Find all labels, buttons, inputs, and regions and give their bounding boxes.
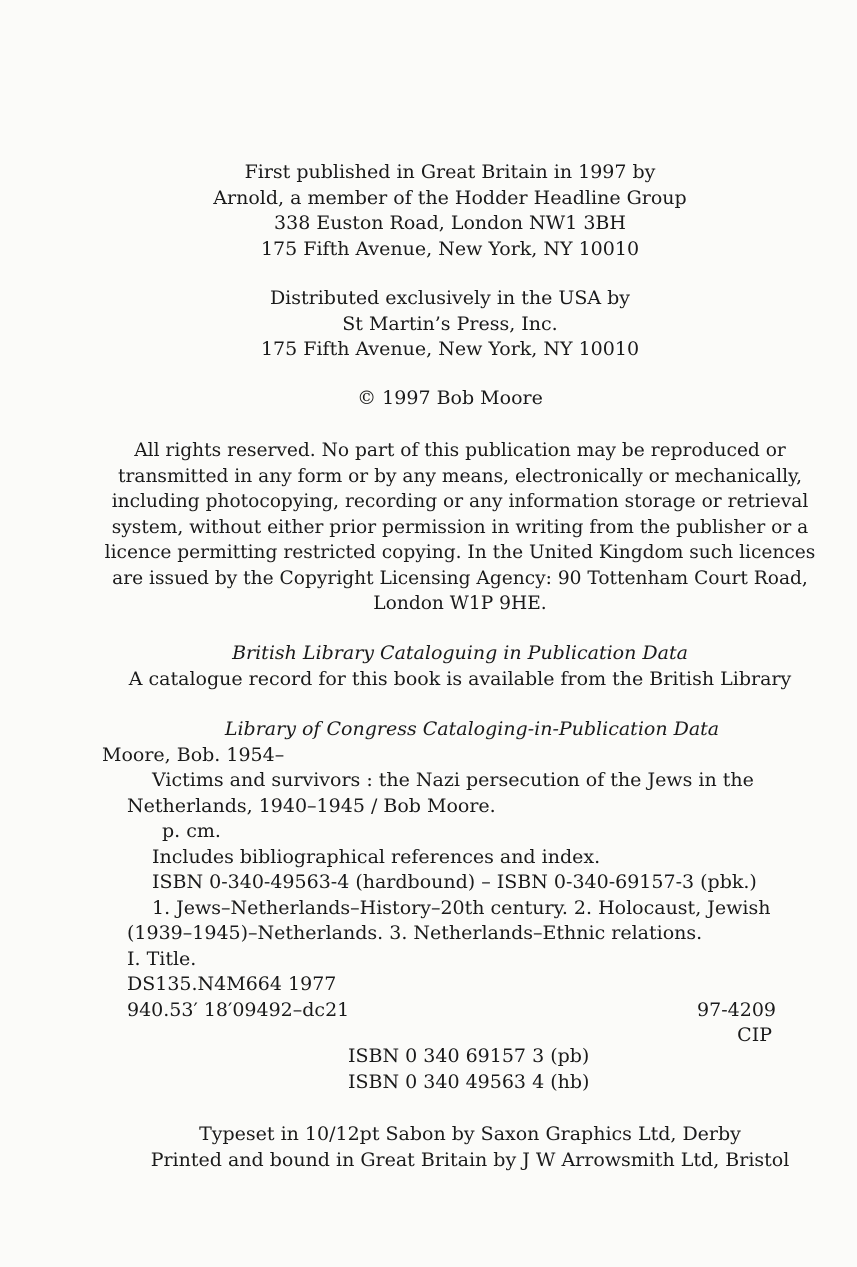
rights-line: All rights reserved. No part of this publication may be reproduced or [134,440,786,461]
british-library-block [90,641,830,692]
loc-lccn: 97-4209 [697,998,776,1021]
copyright-line: © 1997 Bob Moore [357,387,543,409]
rights-block [90,438,830,617]
publisher-line: Arnold, a member of the Hodder Headline Group [213,186,687,209]
loc-subjects-line: (1939–1945)–Netherlands. 3. Netherlands–Ethnic relations. [127,922,703,944]
rights-line: transmitted in any form or by any means, electronically or mechanically, [118,465,802,487]
loc-pages: p. cm. [162,820,221,842]
isbn-line: ISBN 0 340 69157 3 (pb) [348,1045,590,1067]
loc-subjects-line: 1. Jews–Netherlands–History–20th century. 2. Holocaust, Jewish [152,896,771,919]
loc-title-line: Victims and survivors : the Nazi persecution of the Jews in the [152,769,754,791]
loc-call-number: DS135.N4M664 1977 [127,973,337,995]
british-library-text: A catalogue record for this book is available from the British Library [128,667,792,690]
rights-line: licence permitting restricted copying. In the United Kingdom such licences [104,542,816,563]
british-library-heading: British Library Cataloguing in Publication Data [232,642,688,664]
rights-line: including photocopying, recording or any information storage or retrieval [111,491,809,512]
printing-block [90,1122,850,1173]
distributor-line: St Martin’s Press, Inc. [342,312,558,335]
isbn-block [348,1044,748,1095]
rights-line: London W1P 9HE. [373,593,547,614]
publisher-line: 338 Euston Road, London NW1 3BH [274,212,626,234]
copyright-notice [100,386,800,412]
printing-line: Printed and bound in Great Britain by J W Arrowsmith Ltd, Bristol [150,1148,790,1171]
loc-heading: Library of Congress Cataloging-in-Publication Data [224,718,720,740]
publisher-block [100,160,800,262]
loc-cip: CIP [737,1024,772,1046]
loc-dewey: 940.53′ 18′09492–dc21 [127,998,350,1021]
publisher-line: 175 Fifth Avenue, New York, NY 10010 [260,237,640,260]
loc-includes: Includes bibliographical references and index. [152,845,601,868]
loc-block [102,717,802,1049]
loc-title-line: Netherlands, 1940–1945 / Bob Moore. [127,794,496,817]
distributor-line: 175 Fifth Avenue, New York, NY 10010 [260,338,640,360]
distributor-line: Distributed exclusively in the USA by [269,287,631,309]
isbn-line: ISBN 0 340 49563 4 (hb) [348,1070,590,1093]
publisher-line: First published in Great Britain in 1997 by [244,161,656,183]
loc-dewey-row [102,998,802,1024]
rights-line: system, without either prior permission in writing from the publisher or a [111,516,809,538]
loc-title-entry: I. Title. [127,947,197,970]
distributor-block [100,286,800,363]
printing-line: Typeset in 10/12pt Sabon by Saxon Graphics Ltd, Derby [199,1123,741,1145]
loc-isbn: ISBN 0-340-49563-4 (hardbound) – ISBN 0-340-69157-3 (pbk.) [152,871,757,893]
rights-line: are issued by the Copyright Licensing Agency: 90 Tottenham Court Road, [112,567,808,589]
loc-author: Moore, Bob. 1954– [102,743,285,766]
